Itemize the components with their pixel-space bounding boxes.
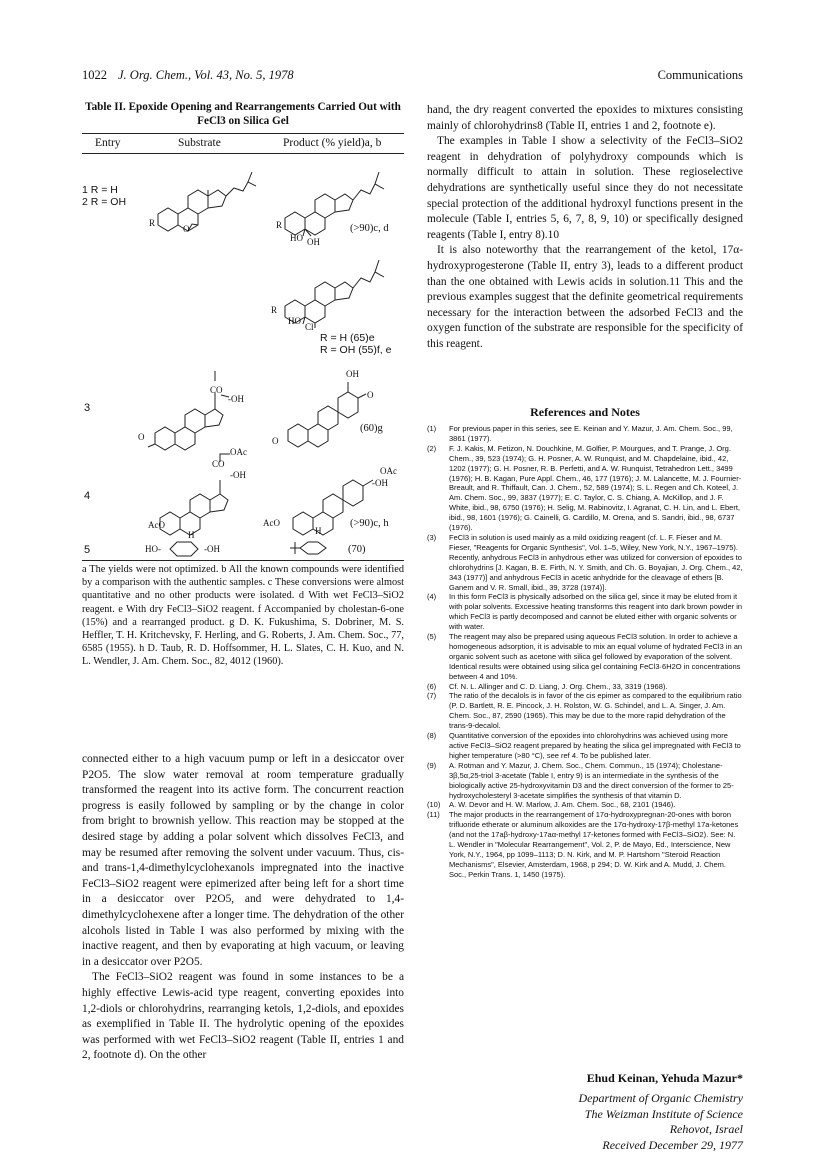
entry-3-label: 3: [84, 402, 91, 414]
reference-item: [427, 682, 743, 692]
product-R: R: [276, 220, 283, 230]
reference-text: Cf. N. L. Allinger and C. D. Liang, J. Org. Chem., 33, 3319 (1968).: [449, 681, 668, 691]
reference-number: (4): [427, 592, 437, 602]
reference-number: (2): [427, 443, 437, 453]
table-footnotes: a The yields were not optimized. b All the known compounds were identified by a comparison with the authentic samples. c These conversions were almost quantitative and no other products were isolated. d With wet FeCl3–SiO2 reagent. e With dry FeCl3–SiO2 reagent. f Accompanied by cholestan-6-one (15%) and a rearranged product. g D. K. Fukushima, S. Dobriner, M. S. Heffler, T. H. Kritchevsky, F. Herling, and G. Roberts, J. Am. Chem. Soc., 77, 6585 (1955). h D. Taub, R. D. Hoffsommer, H. L. Slates, C. H. Kuo, and N. L. Wendler, J. Am. Chem. Soc., 82, 4012 (1960).: [82, 564, 404, 668]
cyclohexane-diol-substrate: [164, 539, 204, 559]
reference-item: [427, 761, 743, 801]
reference-text: A. W. Devor and H. W. Marlow, J. Am. Chem. Soc., 68, 2101 (1946).: [449, 800, 676, 810]
reference-text: The major products in the rearrangement of 17α-hydroxypregnan-20-ones with boron trifluoride etherate or aluminum alkoxides are the 17α-hydroxy-17β-methyl 17a-ketones (and not the 17aβ-hydroxy-17aα-methyl 17-ketones formed with FeCl3–SiO2). See: N. L. Wendler in "Molecular Rearrangement", Vol. 2, P. de Mayo, Ed., Interscience, New York, N.Y., 1964, pp 1099–1113; D. N. Kirk, and M. P. Hartshorn "Steroid Reaction Mechanisms", Elsevier, Amsterdam, 1968, p 294; D. W. Kirk and A. Mudd, J. Chem. Soc., Perkin Trans. 1, 1450 (1975).: [449, 810, 739, 879]
reference-item: [427, 632, 743, 682]
yield-entry-2-b: R = OH (55)f, e: [320, 344, 392, 356]
right-body-text: [427, 103, 743, 353]
yield-entry-5: (70): [348, 544, 366, 555]
product-OH: OH: [307, 237, 320, 247]
right-paragraph-1: hand, the dry reagent converted the epoxides to mixtures consisting mainly of chlorohydrins8 (Table II, entries 1 and 2, footnote e).: [427, 104, 743, 132]
s4-OH: -OH: [230, 470, 246, 480]
p4-H: H: [315, 526, 322, 536]
affiliation-dept: Department of Organic Chemistry: [578, 1091, 743, 1105]
p4-AcO: AcO: [263, 518, 280, 528]
col-entry: Entry: [95, 137, 121, 149]
authors: Ehud Keinan, Yehuda Mazur*: [586, 1071, 743, 1085]
s3-CO: CO: [210, 385, 223, 395]
entry-5-label: 5: [84, 544, 91, 556]
reference-text: A. Rotman and Y. Mazur, J. Chem. Soc., Chem. Commun., 15 (1974); Cholestane-3β,5α,25-triol 3-acetate (Table I, entry 9) is an intermediate in the synthesis of the biologically active 25-hydroxyvitamin D3 and the direct conversion of the former to 25-hydroxycholesteryl 3-acetate simplifies the synthesis of that vitamin D.: [449, 760, 734, 800]
p3-OH: OH: [346, 369, 359, 379]
reference-number: (10): [427, 800, 441, 810]
table-header-rule: [82, 153, 404, 154]
p4-OAc: OAc: [380, 466, 397, 476]
hydroxyprogesterone-substrate: [145, 365, 260, 455]
reference-item: [427, 800, 743, 810]
table-title: Table II. Epoxide Opening and Rearrangements Carried Out with FeCl3 on Silica Gel: [85, 101, 401, 127]
reference-number: (3): [427, 532, 437, 542]
yield-entry-4: (>90)c, h: [350, 518, 389, 529]
product-b-Cl: Cl: [305, 322, 314, 332]
reference-number: (5): [427, 632, 437, 642]
substrate-epoxide-O: O: [183, 224, 190, 234]
col-product: Product (% yield)a, b: [283, 137, 382, 149]
reference-item: [427, 731, 743, 761]
epoxy-steroid-substrate: [148, 158, 263, 234]
affiliation-institute: The Weizman Institute of Science: [584, 1106, 743, 1121]
affiliation: [578, 1091, 743, 1153]
entry-1-label: 1 R = H: [82, 184, 118, 196]
product-b-HO: HO: [288, 316, 301, 326]
reference-number: (1): [427, 424, 437, 433]
acetoxy-steroid-substrate: [150, 450, 265, 540]
reference-item: [427, 810, 743, 879]
reference-item: [427, 691, 743, 731]
s5-HO: HO-: [145, 544, 161, 554]
s3-O: O: [138, 432, 145, 442]
reference-item: [427, 424, 743, 444]
references-heading: References and Notes: [530, 405, 640, 419]
received-date: Received December 29, 1977: [602, 1137, 743, 1152]
p3-O: O: [367, 390, 374, 400]
right-paragraph-3: It is also noteworthy that the rearrangement of the ketol, 17α-hydroxyprogesterone (Table II, entry 3), leads to a different product than the one obtained with Lewis acids in solution.11 This and the previous examples suggest that the definite geometrical requirements necessary for the interaction between the adsorbed FeCl3 and the oxygen function of the substrate are responsible for the specificity of this reagent.: [427, 244, 743, 350]
reference-item: [427, 444, 743, 533]
left-body-text: [82, 752, 404, 1064]
s4-CO: CO: [212, 459, 225, 469]
reference-text: FeCl3 in solution is used mainly as a mild oxidizing reagent (cf. L. F. Fieser and M. Fieser, "Reagents for Organic Synthesis", Vol. 1–5, Wiley, New York, N.Y., 1967–1975). Recently, anhydrous FeCl3 in anhydrous ether was utilized for conversion of epoxides to chlorohydrins [J. Kagan, B. E. Firth, N. Y. Smith, and Ch. G. Boyajian, J. Org. Chem., 42, 343 (1977)] and anhydrous FeCl3 in acetic anhydride for the cleavage of ethers [B. Ganem and V. R. Small, ibid., 39, 3728 (1974)].: [449, 532, 743, 592]
entry-4-label: 4: [84, 490, 91, 502]
yield-entry-1: (>90)c, d: [350, 223, 389, 234]
references-list: [427, 424, 743, 880]
journal-citation: J. Org. Chem., Vol. 43, No. 5, 1978: [118, 68, 294, 82]
reference-item: [427, 533, 743, 592]
left-paragraph-2: The FeCl3–SiO2 reagent was found in some instances to be a highly effective Lewis-acid type reagent, converting epoxides into 1,2-diols or chlorohydrins, rearranging ketols, 1,2-diols, and epoxides as exemplified in Table II. The hydrolytic opening of the epoxides was performed with wet FeCl3–SiO2 reagent (Table II, entries 1 and 2, footnote d). On the other: [82, 971, 404, 1062]
right-paragraph-2: The examples in Table I show a selectivity of the FeCl3–SiO2 reagent in dehydration of polyhydroxy compounds which is normally difficult to attain in solution. These regioselective dehydrations are synthetically useful since they do not necessitate special protection of the additional hydroxyl functions present in the molecule (Table I, entries 5, 6, 7, 8, 9, 10) or specifically designed reagents (Table I, entry 8).10: [427, 135, 743, 241]
reference-text: The reagent may also be prepared using aqueous FeCl3 solution. In order to achieve a homogeneous adsorption, it is advisable to mix an equal volume of hydrated FeCl3 in an organic solvent such as acetone with silica gel followed by evaporation of the solvent. Identical results were obtained using silica gel containing FeCl3·6H2O in concentrations between 4 and 10%.: [449, 632, 743, 681]
product-b-R: R: [271, 305, 278, 315]
reference-number: (9): [427, 760, 437, 770]
s4-H: H: [188, 530, 195, 540]
left-paragraph-1: connected either to a high vacuum pump or left in a desiccator over P2O5. The slow water removal at room temperature gradually transformed the reagent into its active form. The concurrent reaction progress is easily followed by sampling or by the change in color from bright to brownish yellow. This reaction may be stopped at the desired stage by adding a polar solvent which dissolves FeCl3, and may be resumed after removing the solvent under vacuum. Thus, cis- and trans-1,4-dimethylcyclohexanols impregnated into the inactive FeCl3–SiO2 reagent were epimerized after being left for a short time in a desiccator over P2O5, and were dehydrated to 1,4-dimethylcyclohexene after a longer time. The dehydration of the other alcohols listed in Table I was also performed by mixing with the inactive reagent, and then by evaporating at high vacuum, or leaving in a desiccator over P2O5.: [82, 753, 404, 968]
entry-2-label: 2 R = OH: [82, 196, 127, 208]
reference-text: F. J. Kakis, M. Fetizon, N. Douchkine, M. Golfier, P. Mourgues, and T. Prange, J. Org. Chem., 39, 523 (1974); G. H. Posner, A. W. Runquist, and M. Chapdelaine, ibid., 42, 1202 (1977); G. H. Posner, R. B. Perfetti, and A. W. Runquist, Tetrahedron Lett., 3499 (1976); H. B. Kagan, Pure Appl. Chem., 46, 177 (1976); J. M. Lalancette, M. J. Fournier-Breault, and R. Thiffault, Can. J. Chem., 52, 589 (1974); S. L. Regen and Ch. Koteel, J. Am. Chem. Soc., 99, 3837 (1977); E. C. Taylor, C. S. Chiang, A. McKillop, and J. F. White, ibid., 98, 6750 (1976); H. Selig, M. Rabinovitz, I. Agranat, C. H. Lin, and L. Ebert, ibid., 98, 1601 (1976); G. Cainelli, G. Cardillo, M. Orena, and S. Sandri, ibid., 98, 6737 (1976).: [449, 443, 742, 533]
reference-number: (8): [427, 731, 437, 741]
reference-number: (7): [427, 691, 437, 701]
reference-item: [427, 592, 743, 632]
col-substrate: Substrate: [178, 137, 221, 149]
section-name: Communications: [657, 68, 743, 82]
p3-O-enone: O: [272, 436, 279, 446]
p4-OH: -OH: [372, 478, 388, 488]
reference-text: In this form FeCl3 is physically adsorbed on the silica gel, since it may be eluted from it with polar solvents. Excessive heating transforms this reagent into dark brown powder in which FeCl3 is partly decomposed and cannot be eluted either with organic solvents or with water.: [449, 592, 743, 632]
yield-entry-3: (60)g: [360, 423, 383, 434]
s3-OH: -OH: [228, 394, 244, 404]
table-top-rule: [82, 133, 404, 134]
yield-entry-1-b: R = H (65)e: [320, 332, 375, 344]
affiliation-city: Rehovot, Israel: [669, 1122, 743, 1136]
reference-number: (6): [427, 681, 437, 691]
d-homo-product: [278, 370, 378, 450]
reference-text: The ratio of the decalols is in favor of the cis epimer as compared to the equilibrium ratio (P. D. Bartlett, R. E. Pincock, J. H. Rolston, W. G. Schindel, and L. A. Singer, J. Am. Chem. Soc., 87, 2590 (1965). This may be due to the more rapid dehydration of the trans-9-decalol.: [449, 691, 742, 731]
reference-text: Quantitative conversion of the epoxides into chlorohydrins was achieved using more active FeCl3–SiO2 reagent prepared by heating the silica gel impregnated with FeCl3 to higher temperature (>80 °C), see ref 4. To be published later.: [449, 731, 741, 760]
substrate-R: R: [149, 218, 156, 228]
page-number: 1022: [82, 68, 107, 82]
s5-OH: -OH: [204, 544, 220, 554]
s4-AcO: AcO: [148, 520, 165, 530]
product-HO: HO: [290, 233, 303, 243]
reference-number: (11): [427, 810, 440, 820]
reference-text: For previous paper in this series, see E. Keinan and Y. Mazur, J. Am. Chem. Soc., 99, 3861 (1977).: [449, 424, 733, 443]
table-bottom-rule: [82, 560, 404, 561]
s4-OAc: OAc: [230, 447, 247, 457]
cyclohexanone-product: [286, 536, 336, 560]
